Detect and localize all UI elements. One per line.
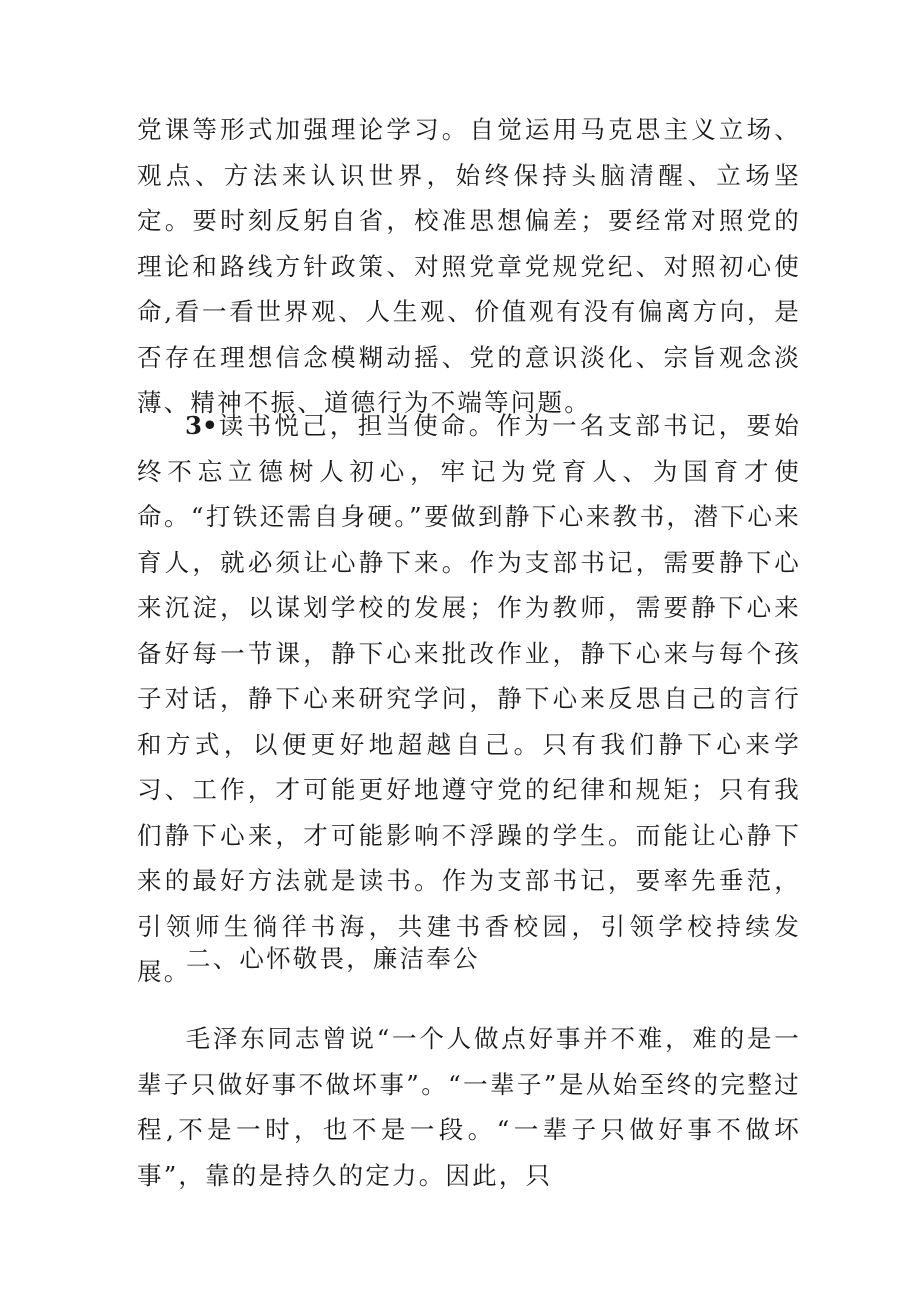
paragraph-2-number: 3•	[185, 411, 218, 440]
paragraph-3-text: 毛泽东同志曾说“一个人做点好事并不难，难的是一辈子只做好事不做坏事”。“一辈子”是从始至终的完整过程,不是一时，也不是一段。“一辈子只做好事不做坏事”，靠的是持久的定力。因此，只	[137, 1024, 801, 1190]
paragraph-3	[137, 1016, 801, 1198]
section-heading: 二、心怀敬畏，廉洁奉公	[186, 944, 480, 973]
paragraph-2-text: 读书悦己，担当使命。作为一名支部书记，要始终不忘立德树人初心，牢记为党育人、为国育才使命。“打铁还需自身硬。”要做到静下心来教书，潜下心来育人，就必须让心静下来。作为支部书记，需要静下心来沉淀，以谋划学校的发展；作为教师，需要静下心来备好每一节课，静下心来批改作业，静下心来与每个孩子对话，静下心来研究学问，静下心来反思自己的言行和方式，以便更好地超越自己。只有我们静下心来学习、工作，才可能更好地遵守党的纪律和规矩；只有我们静下心来，才可能影响不浮躁的学生。而能让心静下来的最好方法就是读书。作为支部书记，要率先垂范，引领师生徜徉书海，共建书香校园，引领学校持续发展。	[137, 411, 801, 986]
paragraph-2	[137, 403, 801, 995]
paragraph-1: 党课等形式加强理论学习。自觉运用马克思主义立场、观点、方法来认识世界，始终保持头脑清醒、立场坚定。要时刻反躬自省，校准思想偏差；要经常对照党的理论和路线方针政策、对照党章党规党纪、对照初心使命,看一看世界观、人生观、价值观有没有偏离方向，是否存在理想信念模糊动摇、党的意识淡化、宗旨观念淡薄、精神不振、道德行为不端等问题。	[137, 115, 801, 417]
